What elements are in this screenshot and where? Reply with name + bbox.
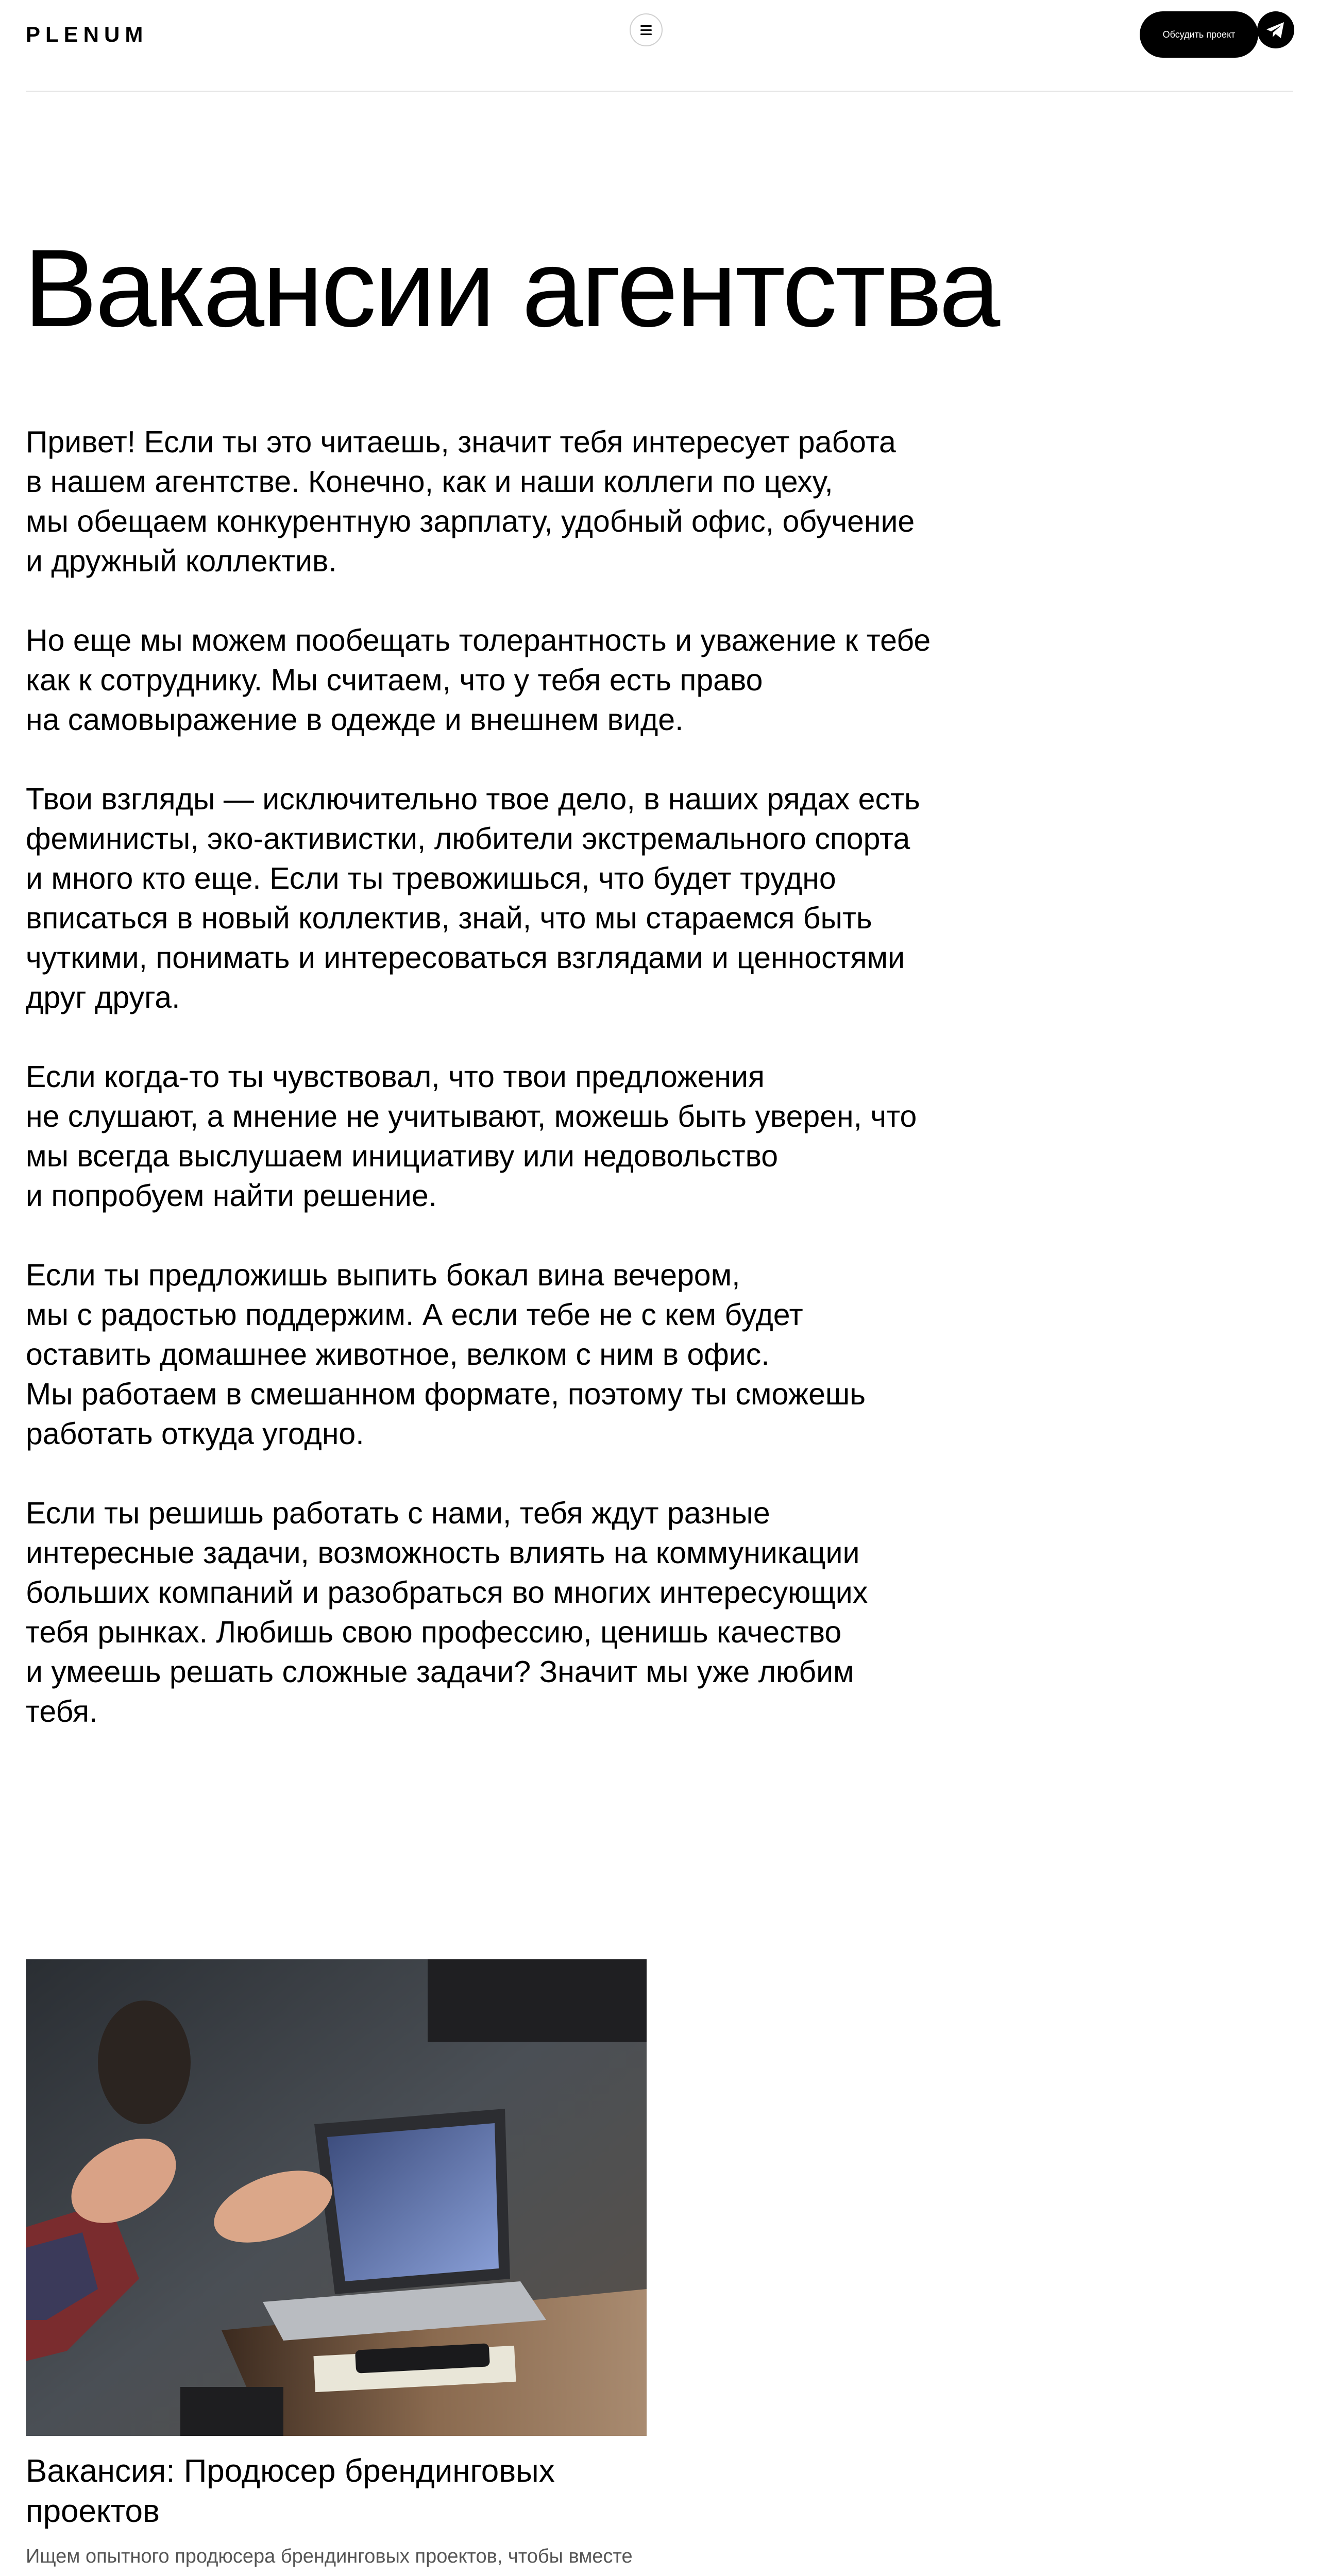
header-divider: [26, 91, 1293, 92]
vacancy-title[interactable]: Вакансия: Продюсер брендинговых проектов: [26, 2453, 555, 2529]
intro-paragraph-1: Привет! Если ты это читаешь, значит тебя интересует работа в нашем агентстве. Конечно, как и наши коллеги по цеху, мы обещаем конкурентную зарплату, удобный офис, обучение и дружный коллектив.: [26, 425, 915, 578]
hamburger-icon-bar: [640, 29, 652, 31]
menu-button[interactable]: [630, 13, 663, 46]
hamburger-icon: [640, 25, 652, 27]
telegram-icon: [1257, 11, 1294, 48]
intro-paragraph-6: Если ты решишь работать с нами, тебя ждут разные интересные задачи, возможность влиять на коммуникации больших компаний и разобраться во многих интересующих тебя рынках. Любишь свою профессию, ценишь качество и умеешь решать сложные задачи? Значит мы уже любим тебя.: [26, 1496, 868, 1728]
intro-paragraph-5: Если ты предложишь выпить бокал вина вечером, мы с радостью поддержим. А если тебе не с кем будет оставить домашнее животное, велком с ним в офис. Мы работаем в смешанном формате, поэтому ты сможешь работать откуда угодно.: [26, 1258, 866, 1451]
discuss-project-button[interactable]: Обсудить проект: [1140, 11, 1258, 58]
office-laptop-photo: [26, 1959, 647, 2436]
vacancy-image[interactable]: [26, 1959, 647, 2436]
logo[interactable]: PLENUM: [26, 22, 148, 46]
intro-paragraph-3: Твои взгляды — исключительно твое дело, в наших рядах есть феминисты, эко-активистки, любители экстремального спорта и много кто еще. Если ты тревожишься, что будет трудно вписаться в новый коллектив, знай, что мы стараемся быть чуткими, понимать и интересоваться взглядами и ценностями друг друга.: [26, 782, 920, 1014]
hamburger-icon-bar: [640, 33, 652, 35]
telegram-button[interactable]: [1257, 11, 1294, 48]
page-title: Вакансии агентства: [24, 227, 999, 350]
intro-paragraph-4: Если когда-то ты чувствовал, что твои предложения не слушают, а мнение не учитывают, можешь быть уверен, что мы всегда выслушаем инициативу или недовольство и попробуем найти решение.: [26, 1060, 917, 1213]
vacancy-description: Ищем опытного продюсера брендинговых проектов, чтобы вместе: [26, 2546, 633, 2567]
intro-paragraph-2: Но еще мы можем пообещать толерантность и уважение к тебе как к сотруднику. Мы считаем, что у тебя есть право на самовыражение в одежде и внешнем виде.: [26, 623, 931, 737]
